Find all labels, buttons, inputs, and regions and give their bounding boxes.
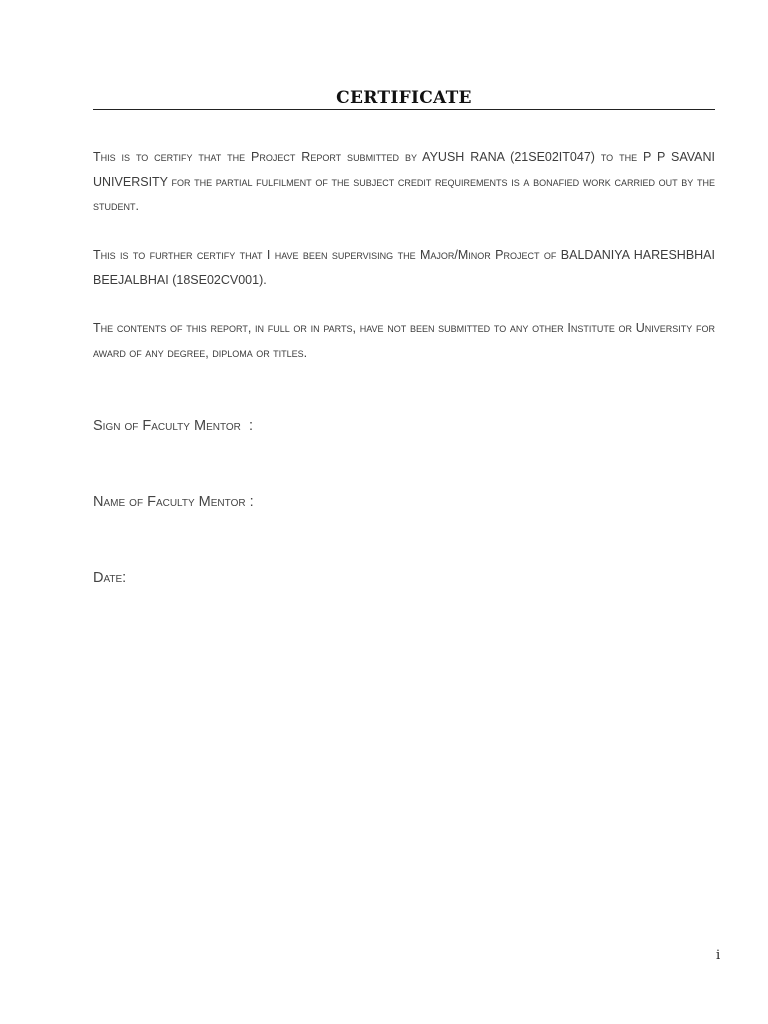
supervision-paragraph: This is to further certify that I have been supervising the Major/Minor Project of BALDANIYA HARESHBHAI BEEJALBHAI (18SE02CV001). — [93, 248, 715, 287]
originality-paragraph: The contents of this report, in full or in parts, have not been submitted to any other Institute or University for award of any degree, diploma or titles. — [93, 321, 715, 360]
name-faculty-mentor-label: Name of Faculty Mentor : — [93, 494, 254, 510]
certification-paragraph: This is to certify that the Project Report submitted by AYUSH RANA (21SE02IT047) to the P P SAVANI UNIVERSITY for the partial fulfilment of the subject credit requirements is a bonafied work carried out by the student. — [93, 150, 715, 213]
date-label: Date: — [93, 570, 127, 586]
title-block — [93, 88, 715, 110]
sign-faculty-mentor-label: Sign of Faculty Mentor : — [93, 418, 253, 434]
page-title: CERTIFICATE — [336, 88, 472, 108]
page-number: i — [716, 948, 721, 963]
